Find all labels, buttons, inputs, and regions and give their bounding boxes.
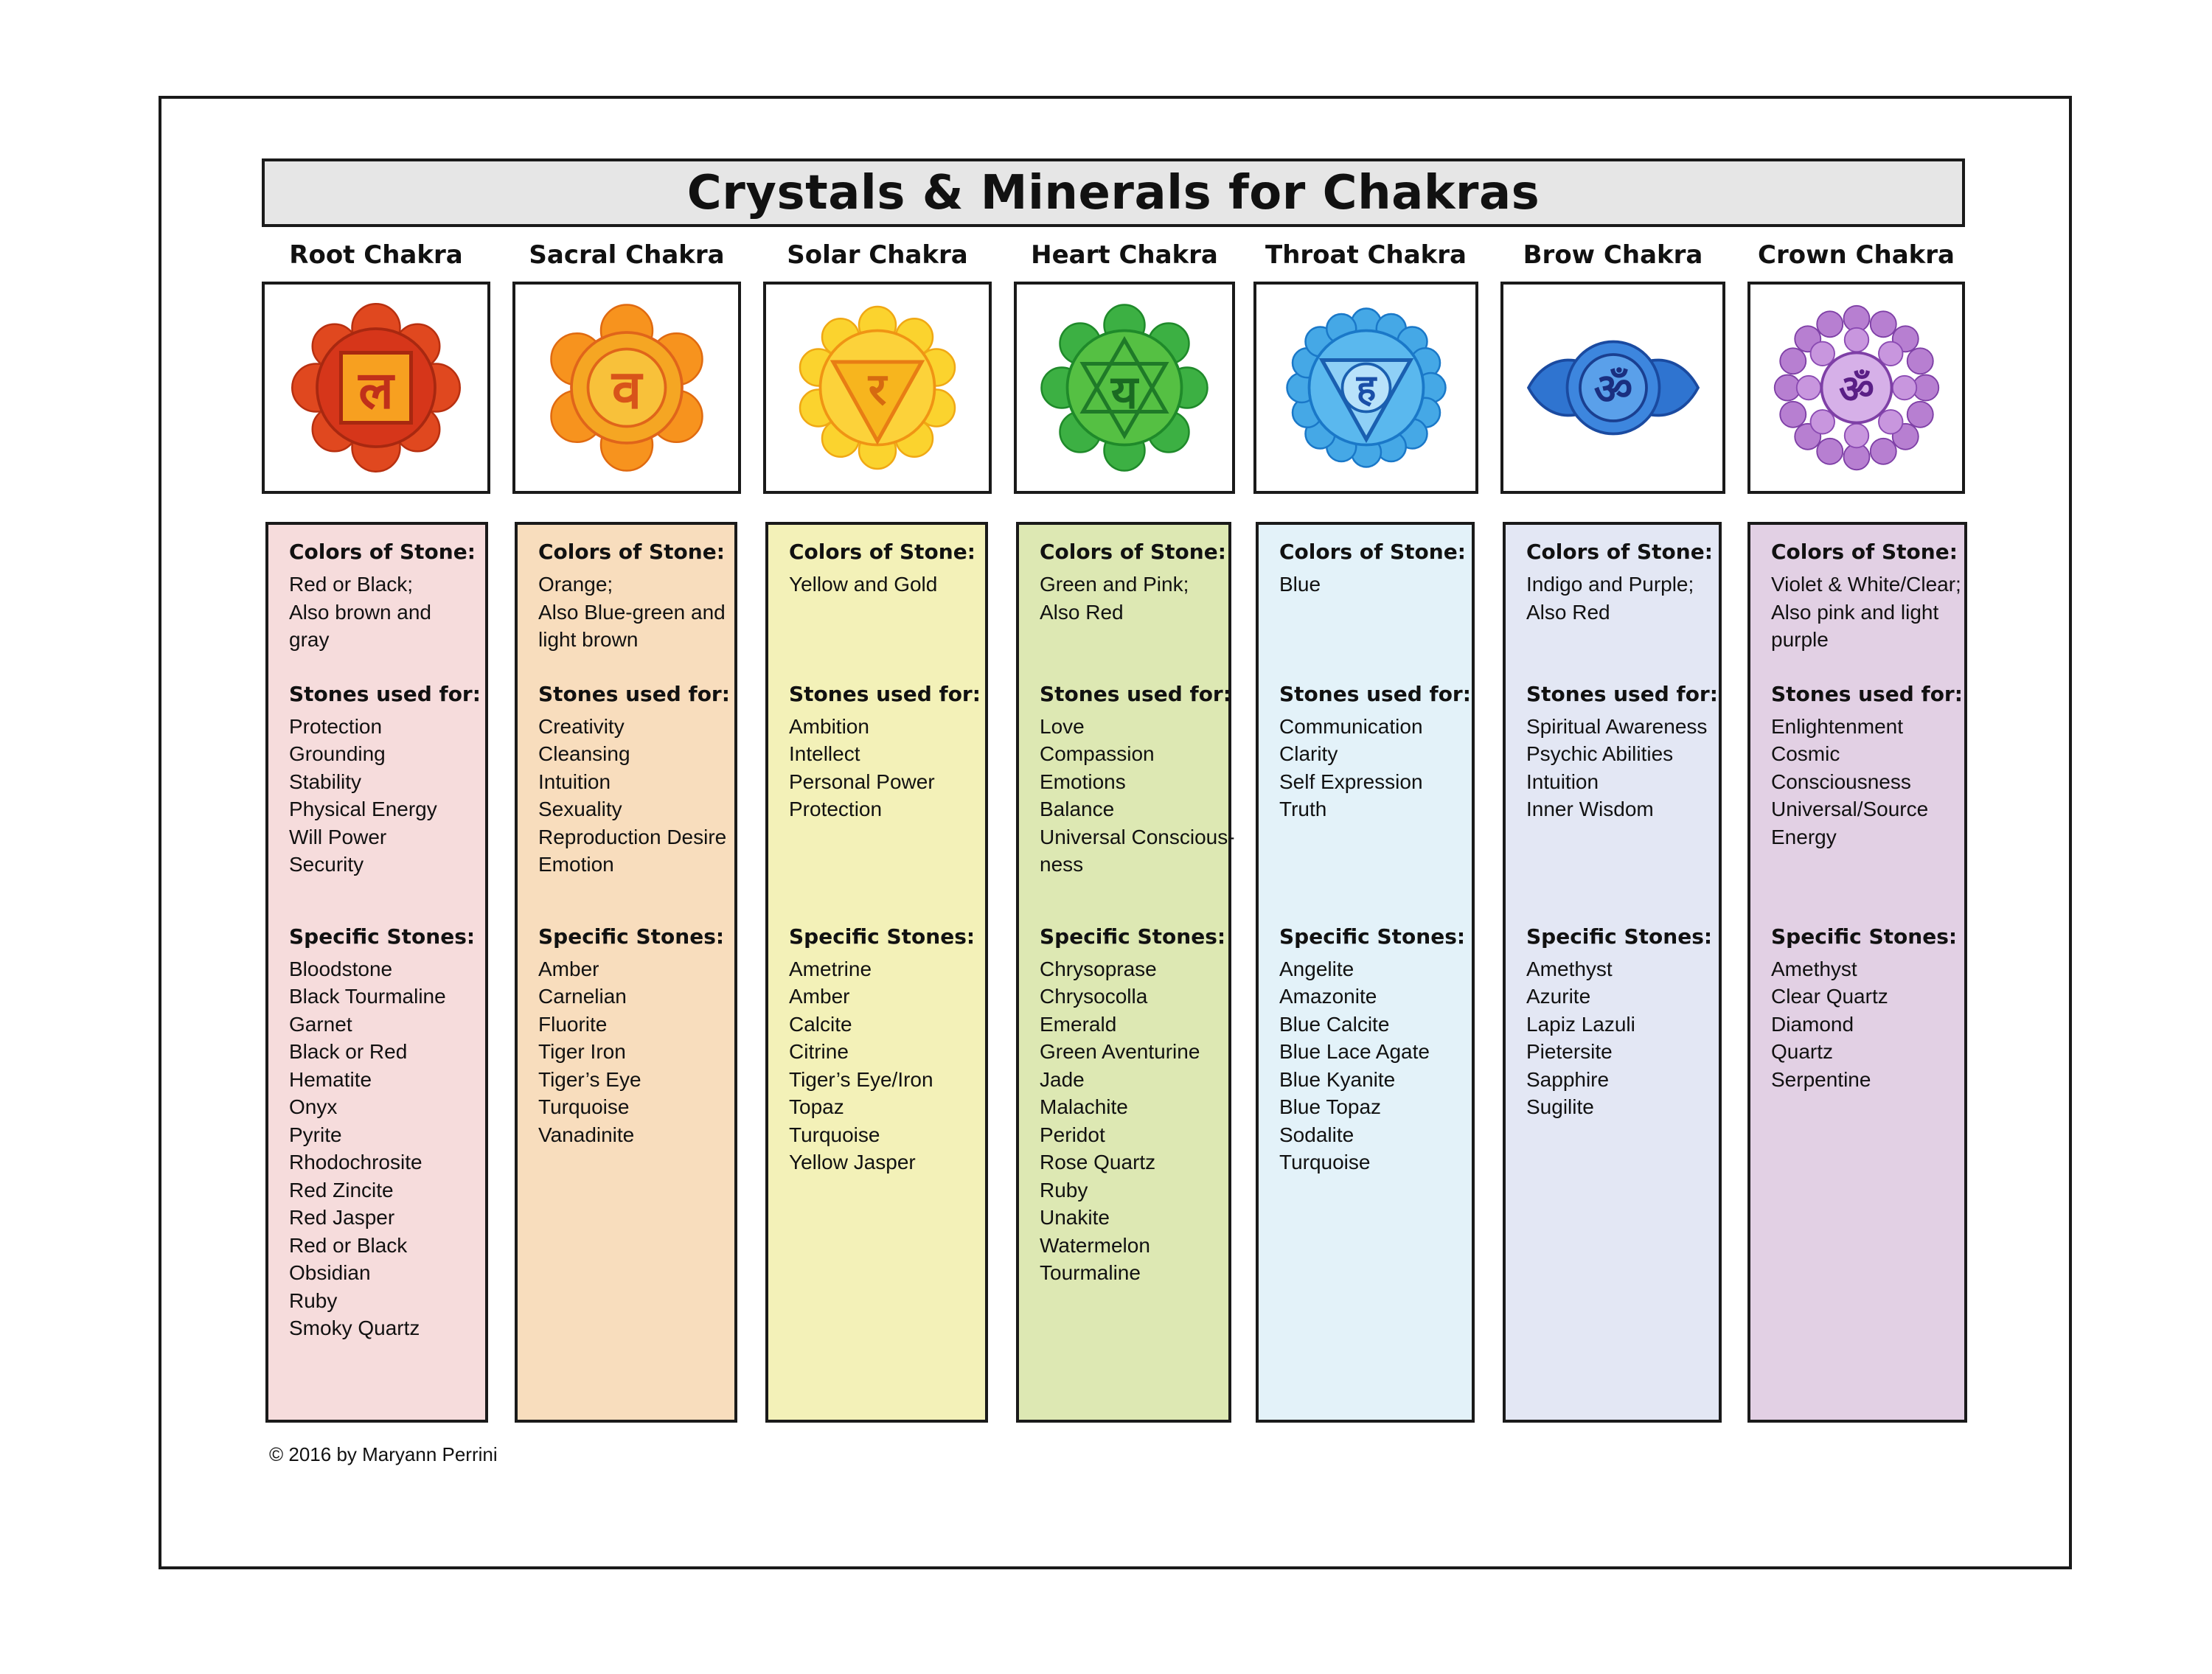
chakra-name-root: Root Chakra <box>289 240 463 270</box>
list-item: Amethyst <box>1771 957 1857 980</box>
list-item: Also pink and light <box>1771 600 1939 624</box>
list-item: Black Tourmaline <box>289 985 446 1008</box>
list-item: Red Jasper <box>289 1206 395 1229</box>
list-item: Balance <box>1040 798 1115 820</box>
list-item: Green Aventurine <box>1040 1040 1200 1063</box>
throat-chakra-symbol-box <box>1253 282 1478 494</box>
list-item: Jade <box>1040 1067 1085 1091</box>
list-item: Universal/Source <box>1771 798 1929 820</box>
list-item: Also Red <box>1526 600 1610 624</box>
list-item: Blue Topaz <box>1279 1095 1382 1118</box>
svg-text:व: व <box>611 359 642 422</box>
list-item: Peridot <box>1040 1123 1105 1146</box>
list-item: Energy <box>1771 825 1837 848</box>
list-item: Vanadinite <box>538 1123 635 1146</box>
list-item: Self Expression <box>1279 770 1423 793</box>
list-item: Cosmic <box>1771 742 1840 765</box>
list-item: Bloodstone <box>289 957 393 980</box>
list-item: Turquoise <box>538 1095 630 1118</box>
list-item: Stability <box>289 770 362 793</box>
list-item: Clarity <box>1279 742 1338 765</box>
list-item: Blue Kyanite <box>1279 1067 1396 1091</box>
list-item: Yellow Jasper <box>789 1151 916 1173</box>
list-item: Amber <box>789 985 850 1008</box>
specific-heading: Specific Stones: <box>1040 924 1226 949</box>
specific-heading: Specific Stones: <box>538 924 725 949</box>
crown-chakra-info <box>1747 522 1967 1423</box>
list-item: Topaz <box>789 1095 844 1118</box>
list-item: Universal Conscious- <box>1040 825 1235 848</box>
colors-heading: Colors of Stone: <box>289 540 476 564</box>
svg-text:र: र <box>868 363 887 416</box>
throat-chakra-info <box>1256 522 1475 1423</box>
list-item: Violet & White/Clear; <box>1771 573 1961 596</box>
list-item: Watermelon <box>1040 1233 1150 1257</box>
list-item: Orange; <box>538 573 613 596</box>
list-item: Garnet <box>289 1012 352 1036</box>
list-item: Tiger’s Eye <box>538 1067 641 1091</box>
specific-heading: Specific Stones: <box>1279 924 1466 949</box>
used-for-heading: Stones used for: <box>1279 681 1471 706</box>
list-item: Calcite <box>789 1012 852 1036</box>
list-item: Citrine <box>789 1040 849 1063</box>
list-item: Grounding <box>289 742 386 765</box>
list-item: Sapphire <box>1526 1067 1610 1091</box>
chakra-name-throat: Throat Chakra <box>1265 240 1467 270</box>
used-for-heading: Stones used for: <box>1771 681 1963 706</box>
solar-chakra-icon <box>785 296 970 480</box>
solar-chakra-symbol-box <box>763 282 992 494</box>
list-item: Ruby <box>1040 1178 1088 1202</box>
chakra-name-crown: Crown Chakra <box>1758 240 1955 270</box>
used-for-heading: Stones used for: <box>538 681 730 706</box>
list-item: Angelite <box>1279 957 1354 980</box>
list-item: Sexuality <box>538 798 622 820</box>
svg-text:ल: ल <box>358 360 394 421</box>
list-item: Amazonite <box>1279 985 1377 1008</box>
list-item: Chrysoprase <box>1040 957 1157 980</box>
used-for-heading: Stones used for: <box>1040 681 1231 706</box>
colors-heading: Colors of Stone: <box>1526 540 1713 564</box>
colors-heading: Colors of Stone: <box>789 540 975 564</box>
list-item: Personal Power <box>789 770 935 793</box>
list-item: Creativity <box>538 714 625 738</box>
list-item: Malachite <box>1040 1095 1128 1118</box>
list-item: Also Red <box>1040 600 1124 624</box>
list-item: Also brown and <box>289 600 432 624</box>
list-item: Sodalite <box>1279 1123 1354 1146</box>
list-item: Also Blue-green and <box>538 600 726 624</box>
sacral-chakra-symbol-box <box>512 282 741 494</box>
sacral-chakra-icon <box>535 296 719 480</box>
list-item: Physical Energy <box>289 798 437 820</box>
list-item: gray <box>289 628 330 651</box>
list-item: Reproduction Desire <box>538 825 727 848</box>
brow-chakra-symbol-box <box>1500 282 1725 494</box>
specific-heading: Specific Stones: <box>289 924 476 949</box>
list-item: Psychic Abilities <box>1526 742 1674 765</box>
list-item: Cleansing <box>538 742 630 765</box>
heart-chakra-symbol-box <box>1014 282 1235 494</box>
list-item: Emerald <box>1040 1012 1117 1036</box>
used-for-heading: Stones used for: <box>789 681 981 706</box>
list-item: Sugilite <box>1526 1095 1594 1118</box>
page-title: Crystals & Minerals for Chakras <box>686 165 1540 220</box>
colors-heading: Colors of Stone: <box>1040 540 1226 564</box>
list-item: Blue <box>1279 573 1321 596</box>
copyright-footer: © 2016 by Maryann Perrini <box>269 1443 498 1465</box>
root-chakra-icon <box>284 296 468 480</box>
list-item: Chrysocolla <box>1040 985 1148 1008</box>
list-item: light brown <box>538 628 639 651</box>
chakra-name-sacral: Sacral Chakra <box>529 240 725 270</box>
list-item: Ametrine <box>789 957 872 980</box>
list-item: Emotion <box>538 853 614 876</box>
list-item: Indigo and Purple; <box>1526 573 1694 596</box>
list-item: Black or Red <box>289 1040 408 1063</box>
list-item: Love <box>1040 714 1085 738</box>
list-item: Amethyst <box>1526 957 1613 980</box>
list-item: Hematite <box>289 1067 372 1091</box>
list-item: Diamond <box>1771 1012 1854 1036</box>
list-item: Security <box>289 853 364 876</box>
list-item: Blue Calcite <box>1279 1012 1390 1036</box>
list-item: Turquoise <box>789 1123 880 1146</box>
specific-heading: Specific Stones: <box>1526 924 1713 949</box>
list-item: Turquoise <box>1279 1151 1371 1173</box>
list-item: Protection <box>289 714 383 738</box>
list-item: Inner Wisdom <box>1526 798 1654 820</box>
throat-chakra-icon <box>1274 296 1458 480</box>
list-item: Communication <box>1279 714 1423 738</box>
root-chakra-info <box>265 522 488 1423</box>
brow-chakra-info <box>1503 522 1722 1423</box>
list-item: Tourmaline <box>1040 1261 1141 1284</box>
list-item: Unakite <box>1040 1206 1110 1229</box>
list-item: purple <box>1771 628 1829 651</box>
list-item: Pietersite <box>1526 1040 1613 1063</box>
list-item: Red or Black; <box>289 573 414 596</box>
list-item: Emotions <box>1040 770 1126 793</box>
list-item: Pyrite <box>289 1123 342 1146</box>
list-item: Obsidian <box>289 1261 371 1284</box>
list-item: Serpentine <box>1771 1067 1871 1091</box>
colors-heading: Colors of Stone: <box>1279 540 1466 564</box>
list-item: Spiritual Awareness <box>1526 714 1708 738</box>
list-item: Intellect <box>789 742 860 765</box>
list-item: Intuition <box>1526 770 1599 793</box>
list-item: Green and Pink; <box>1040 573 1189 596</box>
list-item: Amber <box>538 957 599 980</box>
list-item: Lapiz Lazuli <box>1526 1012 1635 1036</box>
root-chakra-symbol-box <box>262 282 490 494</box>
list-item: Red or Black <box>289 1233 408 1257</box>
list-item: Clear Quartz <box>1771 985 1888 1008</box>
sacral-chakra-info <box>515 522 737 1423</box>
list-item: Quartz <box>1771 1040 1834 1063</box>
crown-chakra-icon <box>1764 296 1949 480</box>
list-item: Onyx <box>289 1095 338 1118</box>
heart-chakra-info <box>1016 522 1235 1423</box>
list-item: Tiger Iron <box>538 1040 626 1063</box>
svg-text:ॐ: ॐ <box>1838 367 1874 412</box>
specific-heading: Specific Stones: <box>1771 924 1958 949</box>
svg-text:ह: ह <box>1356 366 1376 410</box>
svg-text:ॐ: ॐ <box>1593 364 1632 414</box>
colors-heading: Colors of Stone: <box>538 540 725 564</box>
list-item: Azurite <box>1526 985 1591 1008</box>
solar-chakra-info <box>765 522 988 1423</box>
list-item: Protection <box>789 798 883 820</box>
list-item: Enlightenment <box>1771 714 1904 738</box>
list-item: Rose Quartz <box>1040 1151 1156 1173</box>
title-banner <box>262 158 1965 227</box>
list-item: Consciousness <box>1771 770 1911 793</box>
chakra-name-heart: Heart Chakra <box>1031 240 1218 270</box>
list-item: Blue Lace Agate <box>1279 1040 1430 1063</box>
specific-heading: Specific Stones: <box>789 924 975 949</box>
list-item: Compassion <box>1040 742 1155 765</box>
heart-chakra-icon <box>1032 296 1217 480</box>
list-item: Ambition <box>789 714 869 738</box>
list-item: Yellow and Gold <box>789 573 938 596</box>
colors-heading: Colors of Stone: <box>1771 540 1958 564</box>
list-item: Carnelian <box>538 985 627 1008</box>
used-for-heading: Stones used for: <box>289 681 481 706</box>
list-item: Smoky Quartz <box>289 1316 420 1339</box>
chakra-name-brow: Brow Chakra <box>1523 240 1703 270</box>
chakra-name-solar: Solar Chakra <box>787 240 968 270</box>
svg-text:य: य <box>1110 365 1138 419</box>
list-item: Rhodochrosite <box>289 1151 422 1173</box>
used-for-heading: Stones used for: <box>1526 681 1718 706</box>
list-item: Red Zincite <box>289 1178 394 1202</box>
crown-chakra-symbol-box <box>1747 282 1965 494</box>
list-item: Fluorite <box>538 1012 608 1036</box>
list-item: Intuition <box>538 770 611 793</box>
brow-chakra-icon <box>1521 296 1705 480</box>
list-item: Ruby <box>289 1288 338 1312</box>
list-item: ness <box>1040 853 1084 876</box>
list-item: Truth <box>1279 798 1327 820</box>
list-item: Will Power <box>289 825 387 848</box>
list-item: Tiger’s Eye/Iron <box>789 1067 933 1091</box>
